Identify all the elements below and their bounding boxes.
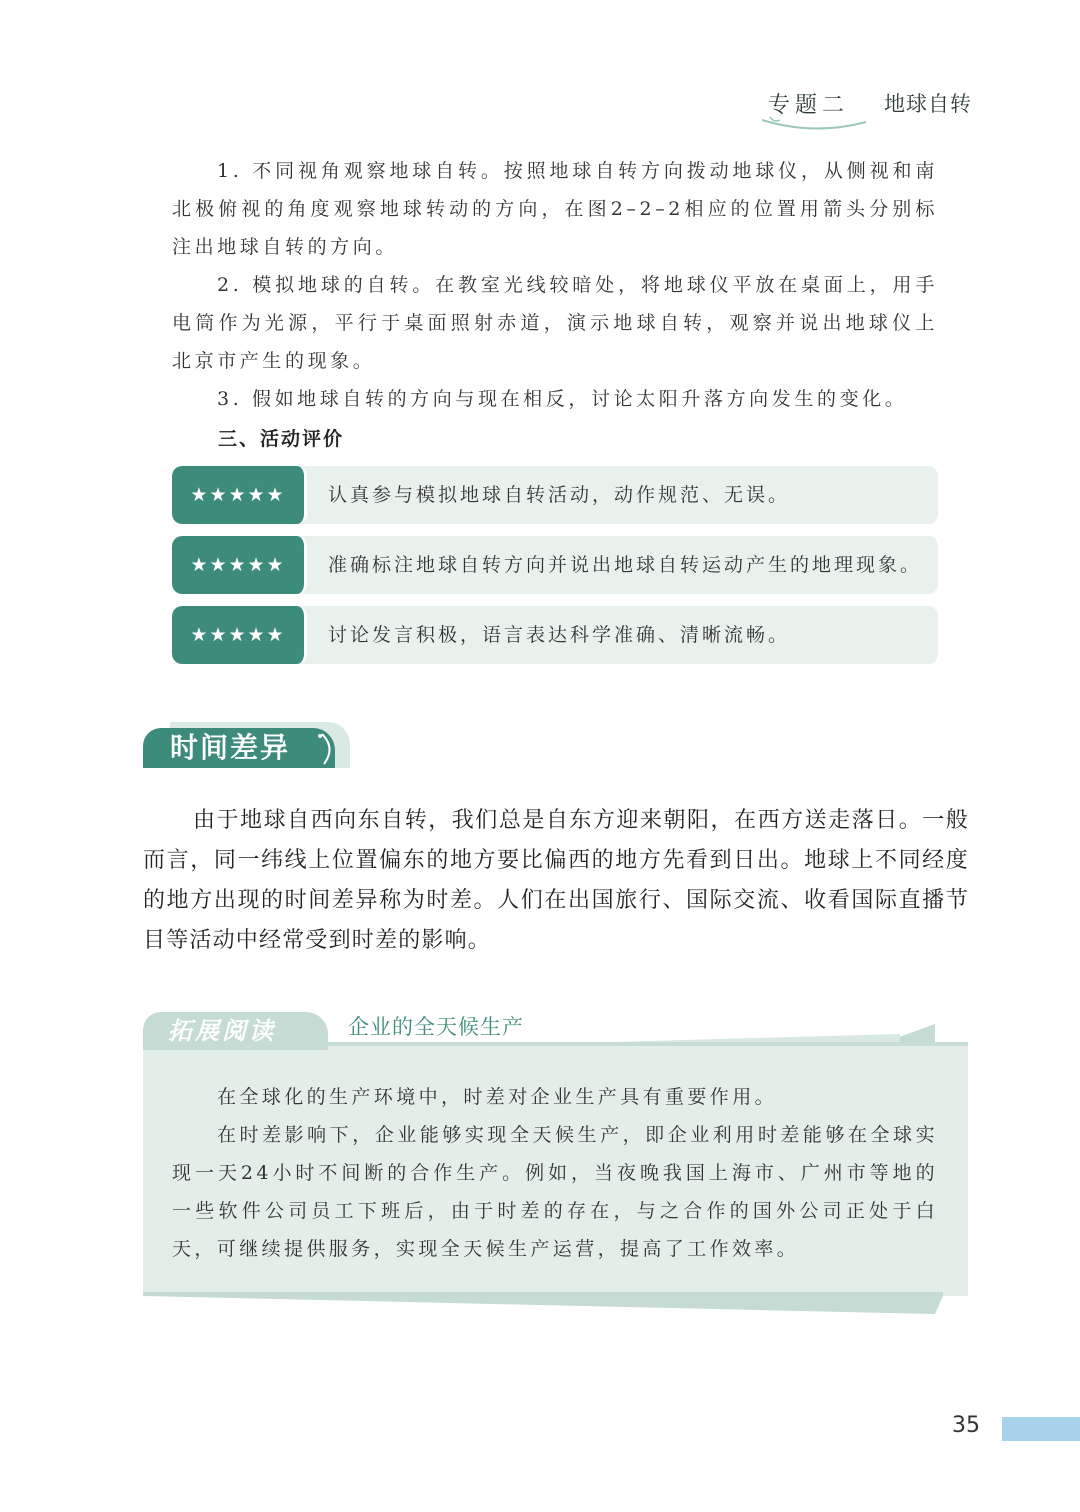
evaluation-heading: 三、活动评价 xyxy=(218,428,345,450)
page-tab-bar xyxy=(1002,1417,1080,1441)
evaluation-row xyxy=(172,466,938,524)
activity-1: 1. 不同视角观察地球自转。按照地球自转方向拨动地球仪，从侧视和南北极俯视的角度观察地球转动的方向，在图2–2–2相应的位置用箭头分别标注出地球自转的方向。 xyxy=(172,160,938,258)
topic-title: 地球自转 xyxy=(884,92,972,116)
paper-edge-ornament xyxy=(143,1292,943,1316)
swoosh-ornament xyxy=(760,114,868,134)
evaluation-criterion: 准确标注地球自转方向并说出地球自转运动产生的地理现象。 xyxy=(328,554,923,576)
reading-paragraph: 在时差影响下，企业能够实现全天候生产，即企业利用时差能够在全球实现一天24小时不间断的合作生产。例如，当夜晚我国上海市、广州市等地的一些软件公司员工下班后，由于时差的存在，与之合作的国外公司正处于白天，可继续提供服务，实现全天候生产运营，提高了工作效率。 xyxy=(172,1124,938,1260)
reading-title: 企业的全天候生产 xyxy=(348,1015,524,1039)
star-rating-icon: ★★★★★ xyxy=(172,606,307,664)
section-paragraph: 由于地球自西向东自转，我们总是自东方迎来朝阳，在西方送走落日。一般而言，同一纬线上位置偏东的地方要比偏西的地方先看到日出。地球上不同经度的地方出现的时间差异称为时差。人们在出国旅行、国际交流、收看国际直播节目等活动中经常受到时差的影响。 xyxy=(143,807,969,952)
star-rating-icon: ★★★★★ xyxy=(172,466,307,524)
activity-2: 2. 模拟地球的自转。在教室光线较暗处，将地球仪平放在桌面上，用手电筒作为光源，平行于桌面照射赤道，演示地球自转，观察并说出地球仪上北京市产生的现象。 xyxy=(172,274,938,372)
reading-label: 拓展阅读 xyxy=(168,1017,276,1045)
evaluation-row xyxy=(172,536,938,594)
topic-label: 专题二 xyxy=(768,93,850,118)
evaluation-row xyxy=(172,606,938,664)
paper-edge-ornament xyxy=(540,1016,940,1044)
star-rating-icon: ★★★★★ xyxy=(172,536,307,594)
evaluation-criterion: 认真参与模拟地球自转活动，动作规范、无误。 xyxy=(328,484,791,506)
reading-paragraph: 在全球化的生产环境中，时差对企业生产具有重要作用。 xyxy=(217,1086,778,1108)
evaluation-criterion: 讨论发言积极，语言表达科学准确、清晰流畅。 xyxy=(328,624,791,646)
curl-ornament-icon xyxy=(314,730,338,768)
section-title: 时间差异 xyxy=(170,731,291,764)
page-number: 35 xyxy=(952,1413,980,1438)
activity-3: 3. 假如地球自转的方向与现在相反，讨论太阳升落方向发生的变化。 xyxy=(217,388,908,410)
